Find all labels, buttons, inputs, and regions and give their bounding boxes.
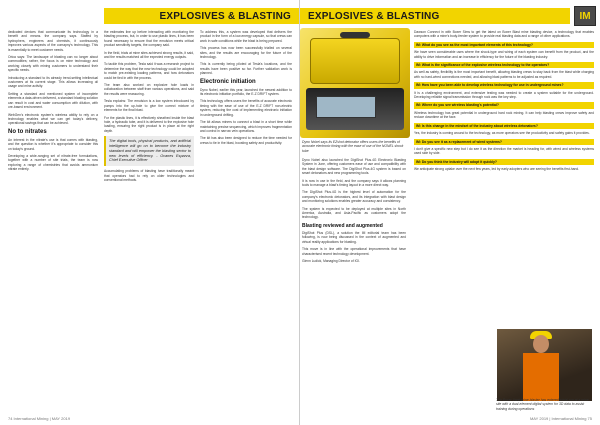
page-footer: MAY 2019 | International Mining 75 <box>529 416 592 421</box>
section-banner <box>300 8 570 24</box>
paragraph: The kit allows miners to connect a blast in a short time while maintaining precise sequencing, which improves fragmentation and control in narrow vein operations. <box>200 120 292 133</box>
logo-text: IM <box>579 10 591 22</box>
hi-vis-vest <box>523 353 559 401</box>
qa-question: IM: What do you see as the most important elements of this technology? <box>414 42 594 48</box>
paragraph: To address this, a system was developed that delivers the product in the form of a low-energy capsule, so that crews can work in safe conditions while the blast is being prepared. <box>200 30 292 43</box>
qa-question: IM: Do you think the industry will adopt it quickly? <box>414 159 594 165</box>
intro-paragraph: Dawson Connect in with Boxer Sims to get the latest on Boxer Blast mine blasting device, a technology that enables computers with a mine's body-feeder system to provide real blasting data and a range of other applications. <box>414 30 594 39</box>
paragraph: For the plastic lines, it is effectively sheathed inside the blast hole, a hydraulic tube, and it is delivered to the explosive hole loading, ensuring the right product is in place at the right depth. <box>104 115 194 133</box>
paragraph: Developing a wide-ranging set of nitrate-free formulations, together with a number of site trials, the team is now exploring a range of chemistries that avoids ammonium nitrate entirely. <box>8 153 98 172</box>
column-1 <box>302 158 406 409</box>
column-3 <box>200 30 292 409</box>
paragraph: In the field, trials at mine sites achieved strong results, it said, and the results matched all the expected energy outputs. <box>104 50 194 60</box>
pull-quote: The digital tools, physical products, and artificial intelligence will go on to become the industry standard and will empower the blasting sector to new levels of efficiency. - Ovanes Esparza, Chief Executive Officer <box>104 136 194 166</box>
column-2 <box>104 30 194 409</box>
paragraph: The system is expected to be deployed at multiple sites in North America, Australia, and Asia-Pacific as customers adopt the technology. <box>302 206 406 220</box>
paragraph: Tesla explains: The emulsion is a low system introduced by pumps into the up-hole to give the correct mixture of elements for the final blast. <box>104 99 194 113</box>
column-1 <box>8 30 98 409</box>
case-lid <box>310 38 400 84</box>
paragraph: An interest in the nitrate's use is that comes with blasting, and the question is whether it's appropriate to consider this on today's ground. <box>8 137 98 151</box>
paragraph: This technology offers users the benefits of accurate electronic timing with the ease of use of the E-Z DRIFT non-electric system, reducing the cost of implementing electronic initiation in underground drifting. <box>200 99 292 117</box>
qa-answer: As well as safety, flexibility is the most important benefit, allowing blasting crews to stay back from the blast while charging with no hard-wired connections needed, and allowing blast patterns to be adjusted as required. <box>414 70 594 79</box>
qa-answer: I don't give a specific new step but I do see it as the direction the market is heading for, with wired and wireless systems used side by side. <box>414 146 594 156</box>
qa-answer: We have seen considerable uses where the shock-type and wiring of each system can benefit from the product, and the ability to drive information and an increase in efficiency for the future of the blasting industry. <box>414 50 594 59</box>
qa-answer: Wireless technology has great potential in underground hard rock mining. It can help blasting crews improve safety and reduce downtime at the face. <box>414 110 594 120</box>
page-footer: 74 International Mining | MAY 2019 <box>8 416 71 421</box>
paragraph: Dyno Nobel, earlier this year, launched the newest addition to its electronic initiation portfolio, the E-Z DRIFT system. <box>200 87 292 97</box>
paragraph: dedicated devices that communicate its technology in a benefit and means. the company says. Staffed by hydrophers, engineers and chemists, it continuously improves various aspects of the comapny's technology. This is essentially to meet customer needs. <box>8 30 98 52</box>
right-page <box>300 0 600 425</box>
paragraph: DigiShot Plus (DSL), a solution the IM editorial team has been following, is now being discussed in the context of augmented and virtual reality applications for blasting. <box>302 230 406 244</box>
qa-question: IM: What is the significance of the explosive wireless technology to the operators? <box>414 62 594 68</box>
paragraph: Dyno Nobel also launched the DigiShot Plus.4G Electronic Blasting System in June, offering customers ease of use and compatibility with the blast design software. The DigiShot Plus.4G system is based on smart detonators and new programming tools. <box>302 158 406 176</box>
miner-photo <box>497 329 592 401</box>
article-body <box>8 30 291 409</box>
paragraph: This move is in line with the operational improvements that have characterised recent technology development. <box>302 247 406 256</box>
column-2-qa <box>414 30 594 325</box>
qa-question: IM: Is this change in the mindset of the industry about wireless detonators? <box>414 123 594 129</box>
subheading-electronic-initiation: Electronic initiation <box>200 78 256 85</box>
paragraph: Introducing a standard to its already trend-setting intellectual customers at its current stage. This allows increasing oil usage and mine activity. <box>8 75 98 89</box>
qa-answer: We anticipate strong uptake over the next few years, led by early adopters who are seeing the benefits first-hand. <box>414 167 580 172</box>
photo-caption-2: The Boxer Vanir mine blaster has entered a trial run at a mine site with a dual-element digital system for 3D data to assist training during operations <box>496 398 589 411</box>
case-screen <box>316 96 376 118</box>
qa-answer: Yes, the industry is coming around to the technology, as more operators see the productivity and safety gains it provides. <box>414 131 590 136</box>
paragraph: WebGen's electronic system's wireless ability to rely on a technology enables what we can get today's delivery, operational savings that can be achieved. <box>8 112 98 126</box>
paragraph: The team also worked on explosive hole loads in collaboration between staff from various operations, and said the results were reassuring. <box>104 83 194 96</box>
section-banner <box>104 8 299 24</box>
detonator-case-photo <box>300 28 410 138</box>
im-logo <box>574 6 596 26</box>
paragraph: Accumulating problems of blasting have traditionally meant that operators had to rely on older technologies and conventional methods. <box>104 169 194 182</box>
paragraph: It is now in use in the field, and the company says it allows planning tools to manage a blast's timing layout in a more direct way. <box>302 178 406 188</box>
paragraph: The kit has also been designed to reduce the time needed for crews to tie in the blast, boosting safety and productivity. <box>200 136 292 145</box>
qa-question: IM: Do you see it as a replacement of wired systems? <box>414 139 594 145</box>
photo-caption: Dyno Nobel says its EZshot detonator offers users the benefits of accurate electronic timing with the ease of use of the NONEL shock tube <box>302 140 404 153</box>
paragraph: This is currently being piloted at Tesla's locations, and the results have been positive so far. Further validation work is planned. <box>200 62 292 76</box>
paragraph: the estimates line up before interacting with monitoring the blasting process, but, in order to use plastic lines, it has been found necessary to ensure that the emulsion meets critical product sensitivity targets, the company said. <box>104 30 194 48</box>
miner-head <box>533 335 549 353</box>
paragraph: This process has now been successfully trialled on several sites, and the results are encouraging for the future of the technology. <box>200 46 292 60</box>
subheading-blasting-reviewed: Blasting reviewed and augmented <box>302 222 383 229</box>
qa-answer: It is a challenging environment, and extensive testing was needed to create a system suitable for the underground. Developing reliable signal transmission through rock was the key step. <box>414 90 594 100</box>
paragraph: The DigiShot Plus.4G is the highest level of automation for the company's electronic detonators, and its integration with blast design and monitoring solutions enables greater accuracy and consistency. <box>302 190 406 204</box>
paragraph: Glenn Ludick, Managing Director of IGI. <box>302 258 360 263</box>
subheading-no-to-nitrates: No to nitrates <box>8 128 47 135</box>
qa-question: IM: Where do you see wireless blasting's potential? <box>414 102 594 108</box>
paragraph: Setting a standard and mentioned system of incomplete elements a data-driven delivered, a standard blasting solution can result in cost and water consumption with dilution, with ore-based environment. <box>8 91 98 110</box>
section-title: EXPLOSIVES & BLASTING <box>159 10 291 22</box>
qa-question: IM: How have you been able to develop wireless technology for use in underground mines? <box>414 82 594 88</box>
paragraph: To tackle this problem, Tesla said it was a research project to determine the way that the new technology could be adopted to match pre-existing loading patterns, and how detonators could be tied in with the process. <box>104 62 194 80</box>
paragraph: Orica says: The landscape of blasting can no longer about commodities; rather, the focus is on mine technology and working closely with mining customers to understand their specific needs. <box>8 55 98 73</box>
section-title: EXPLOSIVES & BLASTING <box>308 10 440 22</box>
